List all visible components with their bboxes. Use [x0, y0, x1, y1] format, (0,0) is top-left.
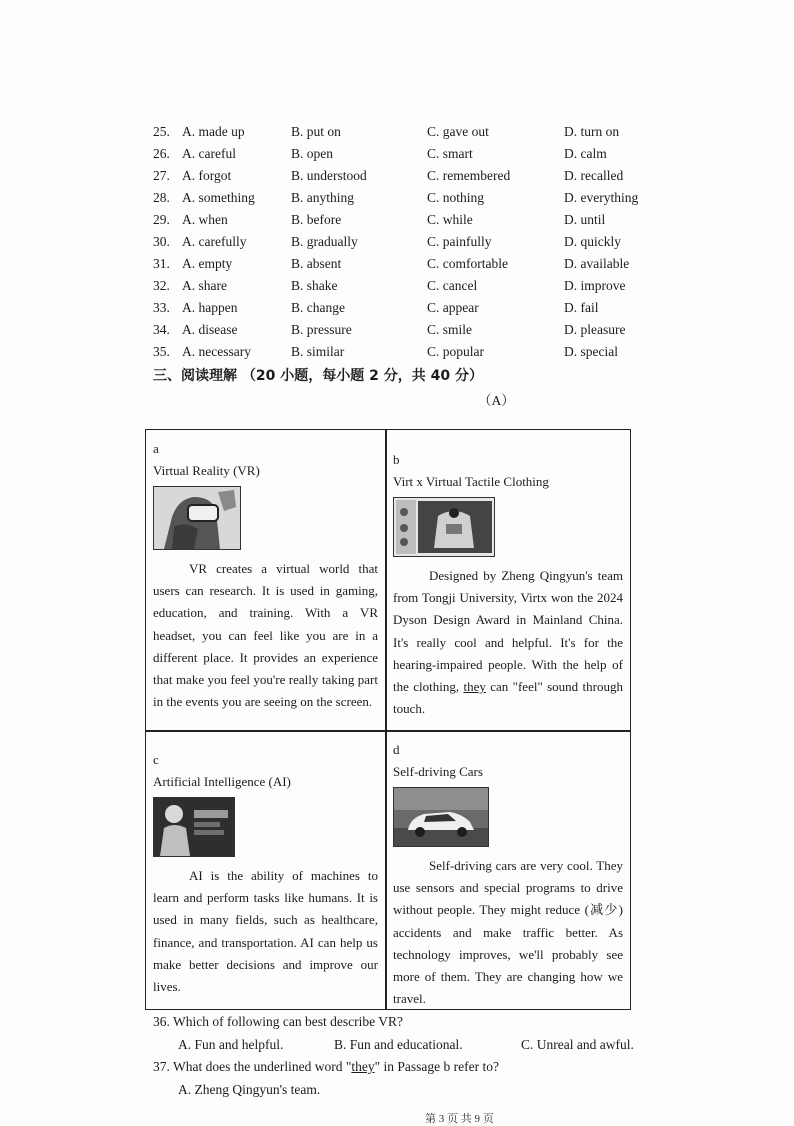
option-b: B. change [291, 300, 345, 315]
passage-letter: a [153, 441, 159, 456]
passage-text-tail: can "feel" sound through touch. [393, 679, 623, 717]
option-a: A. when [182, 212, 228, 227]
question-number: 33. [153, 300, 170, 315]
option-a: A. necessary [182, 344, 251, 359]
option-b: B. absent [291, 256, 342, 271]
option-c: C. while [427, 212, 473, 227]
passage-label: （A） [478, 393, 515, 408]
option-d: D. recalled [564, 168, 624, 183]
option-b: B. similar [291, 344, 345, 359]
option-a: A. carefully [182, 234, 247, 249]
option-c: C. nothing [427, 190, 485, 205]
passage-body [153, 865, 378, 998]
question-number: 30. [153, 234, 170, 249]
option-b: B. understood [291, 168, 367, 183]
option-b: B. anything [291, 190, 354, 205]
option-a: A. happen [182, 300, 238, 315]
question-37-prompt-end: " in Passage b refer to? [374, 1059, 499, 1074]
option-b: B. gradually [291, 234, 358, 249]
option-b: B. before [291, 212, 342, 227]
self-driving-car-photo [393, 787, 489, 847]
option-row [153, 234, 713, 256]
option-c: C. comfortable [427, 256, 508, 271]
option-a: A. empty [182, 256, 233, 271]
option-row [153, 256, 713, 278]
option-c: C. remembered [427, 168, 511, 183]
option-c: C. smart [427, 146, 473, 161]
question-number: 35. [153, 344, 170, 359]
question-number: 34. [153, 322, 170, 337]
page-footer: 第 3 页 共 9 页 [425, 1113, 494, 1125]
option-d: D. calm [564, 146, 607, 161]
section-heading: 三、阅读理解 （20 小题，每小题 2 分，共 40 分） [153, 368, 483, 384]
question-36-option-c: C. Unreal and awful. [521, 1037, 634, 1052]
option-c: C. popular [427, 344, 484, 359]
option-a: A. disease [182, 322, 238, 337]
grid-divider-vertical [385, 430, 387, 1009]
passage-text: AI is the ability of machines to learn and perform tasks like humans. It is used in many fields, such as healthcare, finance, and transportation. AI can help us make better decisions and improve our lives. [153, 868, 378, 995]
passage-b [393, 452, 623, 720]
question-number: 25. [153, 124, 170, 139]
option-b: B. put on [291, 124, 341, 139]
question-number: 27. [153, 168, 170, 183]
option-row [153, 300, 713, 322]
option-row [153, 124, 713, 146]
option-c: C. cancel [427, 278, 478, 293]
option-b: B. open [291, 146, 333, 161]
passage-text: Designed by Zheng Qingyun's team from Tongji University, Virtx won the 2024 Dyson Design Award in Mainland China. It's really cool and helpful. It's for the hearing-impaired people. With the help of the clothing, [393, 568, 623, 695]
option-d: D. turn on [564, 124, 620, 139]
option-b: B. pressure [291, 322, 352, 337]
question-36-option-a: A. Fun and helpful. [178, 1037, 284, 1052]
passage-body [393, 565, 623, 720]
option-d: D. special [564, 344, 618, 359]
ai-robot-photo [153, 797, 235, 857]
passage-c [153, 752, 378, 998]
option-a: A. share [182, 278, 227, 293]
question-37-option-a: A. Zheng Qingyun's team. [178, 1082, 321, 1097]
passage-text: Self-driving cars are very cool. They use sensors and special programs to drive without people. They might reduce (减少) accidents and make traffic better. As technology improves, we'll probably see more of them. They are changing how we travel. [393, 858, 623, 1007]
option-row [153, 190, 713, 212]
passage-d [393, 742, 623, 1010]
underlined-word: they [463, 679, 486, 695]
passage-body [153, 558, 378, 713]
tactile-clothing-photo [393, 497, 495, 557]
option-d: D. available [564, 256, 630, 271]
option-b: B. shake [291, 278, 338, 293]
passage-letter: c [153, 752, 159, 767]
question-number: 31. [153, 256, 170, 271]
option-a: A. forgot [182, 168, 232, 183]
question-37-underlined-word: they [351, 1059, 375, 1074]
passage-text: VR creates a virtual world that users can research. It is used in gaming, education, and training. With a VR headset, you can feel like you are in a different place. It provides an experience that make you feel you're really taking part in the events you are seeing on the screen. [153, 561, 378, 710]
passage-title: Self-driving Cars [393, 764, 483, 779]
question-37-prompt: 37. What does the underlined word " [153, 1059, 352, 1074]
passage-body [393, 855, 623, 1010]
question-37 [153, 1059, 499, 1075]
passage-title: Artificial Intelligence (AI) [153, 774, 291, 789]
grid-divider-horizontal [146, 730, 630, 732]
option-d: D. pleasure [564, 322, 626, 337]
passage-title: Virt x Virtual Tactile Clothing [393, 474, 549, 489]
option-row [153, 146, 713, 168]
option-c: C. painfully [427, 234, 492, 249]
option-c: C. appear [427, 300, 479, 315]
option-d: D. quickly [564, 234, 621, 249]
option-row [153, 322, 713, 344]
option-d: D. until [564, 212, 606, 227]
option-c: C. gave out [427, 124, 489, 139]
question-36: 36. Which of following can best describe VR? [153, 1014, 403, 1029]
option-d: D. everything [564, 190, 639, 205]
option-row [153, 212, 713, 234]
option-row [153, 344, 713, 366]
option-a: A. something [182, 190, 255, 205]
passage-letter: b [393, 452, 400, 467]
option-d: D. improve [564, 278, 626, 293]
question-number: 32. [153, 278, 170, 293]
option-a: A. careful [182, 146, 236, 161]
question-number: 28. [153, 190, 170, 205]
option-row [153, 278, 713, 300]
passage-a [153, 441, 378, 713]
vr-headset-photo [153, 486, 241, 550]
option-a: A. made up [182, 124, 245, 139]
question-36-option-b: B. Fun and educational. [334, 1037, 463, 1052]
option-row [153, 168, 713, 190]
option-c: C. smile [427, 322, 473, 337]
question-number: 29. [153, 212, 170, 227]
passage-title: Virtual Reality (VR) [153, 463, 260, 478]
passage-grid [145, 429, 631, 1010]
passage-letter: d [393, 742, 400, 757]
question-number: 26. [153, 146, 170, 161]
option-d: D. fail [564, 300, 599, 315]
